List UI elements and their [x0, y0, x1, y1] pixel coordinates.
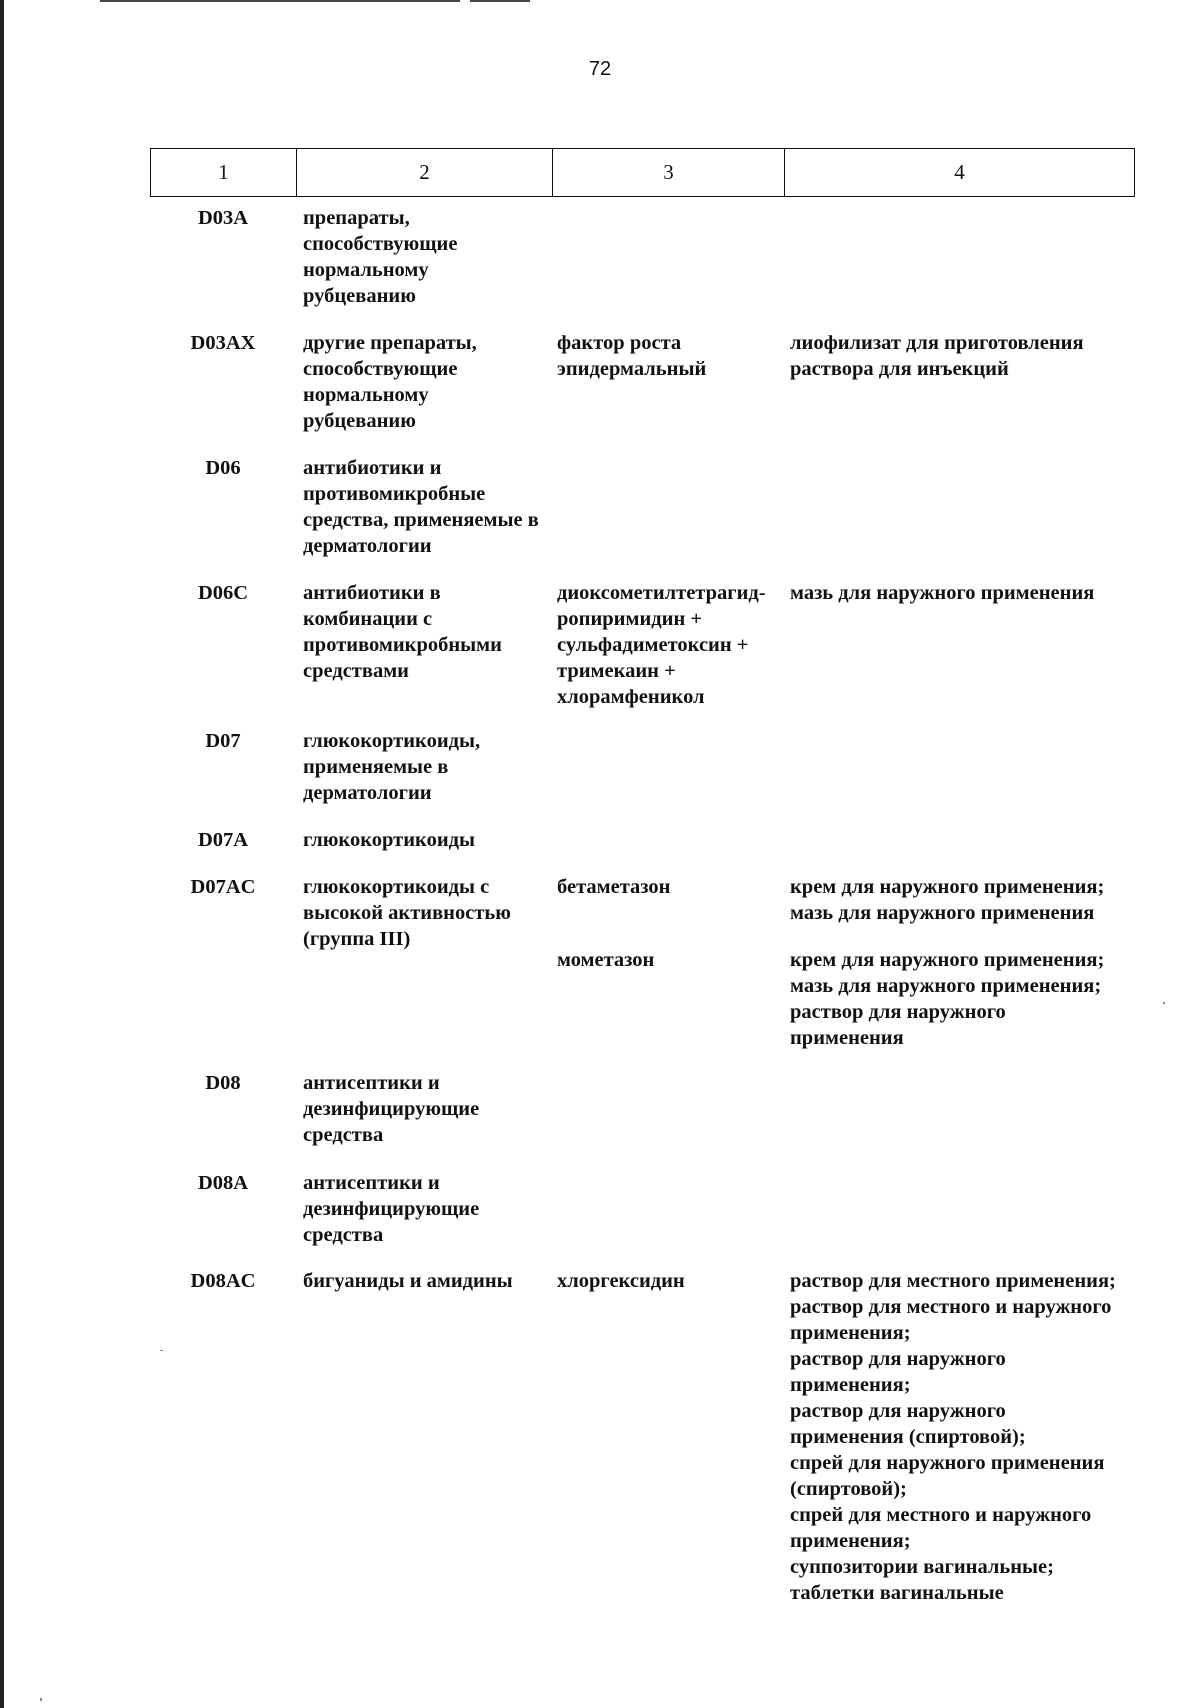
row-6-code: D07AC: [190, 876, 256, 898]
row-1-drug: фактор роста эпидермальный: [557, 332, 707, 380]
scan-speck: [160, 1350, 163, 1351]
row-3-code: D06C: [197, 582, 249, 604]
header-col-1: 1: [151, 149, 297, 197]
row-6-form: крем для наружного применения; мазь для наружного применения: [790, 876, 1105, 924]
row-2-code: D06: [205, 457, 241, 479]
row-3-form: мазь для наружного применения: [790, 582, 1095, 604]
row-3-group: антибиотики в комбинации с противомикробными средствами: [303, 582, 502, 682]
scan-edge-left: [0, 0, 4, 1708]
row-1-code: D03AX: [190, 332, 256, 354]
row-10-form: раствор для местного применения; раствор для местного и наружного применения; раствор для наружного применения; раствор для наружного применения (спиртовой); спрей для наружного применения (спиртовой); спрей для местного и наружного применения; суппозитории вагинальные; таблетки вагинальные: [790, 1270, 1116, 1604]
row-2-group: антибиотики и противомикробные средства, применяемые в дерматологии: [303, 457, 539, 557]
row-7-form: крем для наружного применения; мазь для наружного применения; раствор для наружного применения: [790, 949, 1105, 1049]
row-8-code: D08: [205, 1072, 241, 1094]
row-5-code: D07A: [197, 829, 249, 851]
header-col-4: 4: [785, 149, 1135, 197]
row-10-code: D08AC: [190, 1270, 256, 1292]
row-8-group: антисептики и дезинфицирующие средства: [303, 1072, 480, 1146]
row-10-group: бигуаниды и амидины: [303, 1270, 513, 1292]
row-10-drug: хлоргексидин: [557, 1270, 685, 1292]
row-4-code: D07: [205, 730, 241, 752]
header-col-3: 3: [553, 149, 785, 197]
row-6-group: глюкокортикоиды с высокой активностью (группа III): [303, 876, 511, 950]
row-3-drug: диоксометилтетрагид- ропиримидин + сульфадиметоксин + тримекаин + хлорамфеникол: [557, 582, 766, 708]
row-0-group: препараты, способствующие нормальному рубцеванию: [303, 207, 458, 307]
scan-speck: [40, 1698, 42, 1701]
scan-speck: [1163, 1002, 1165, 1004]
scan-edge-top: [470, 0, 530, 2]
row-7-drug: мометазон: [557, 949, 655, 971]
row-0-code: D03A: [197, 207, 249, 229]
row-1-form: лиофилизат для приготовления раствора для инъекций: [790, 332, 1084, 380]
row-1-group: другие препараты, способствующие нормальному рубцеванию: [303, 332, 477, 432]
scan-edge-top: [100, 0, 460, 2]
row-9-group: антисептики и дезинфицирующие средства: [303, 1172, 480, 1246]
header-col-2: 2: [297, 149, 553, 197]
row-6-drug: бетаметазон: [557, 876, 671, 898]
table-header: [150, 148, 1135, 197]
row-9-code: D08A: [197, 1172, 249, 1194]
header-row: [151, 149, 1135, 197]
row-5-group: глюкокортикоиды: [303, 829, 476, 851]
row-4-group: глюкокортикоиды, применяемые в дерматологии: [303, 730, 481, 804]
page-number: 72: [588, 58, 612, 80]
